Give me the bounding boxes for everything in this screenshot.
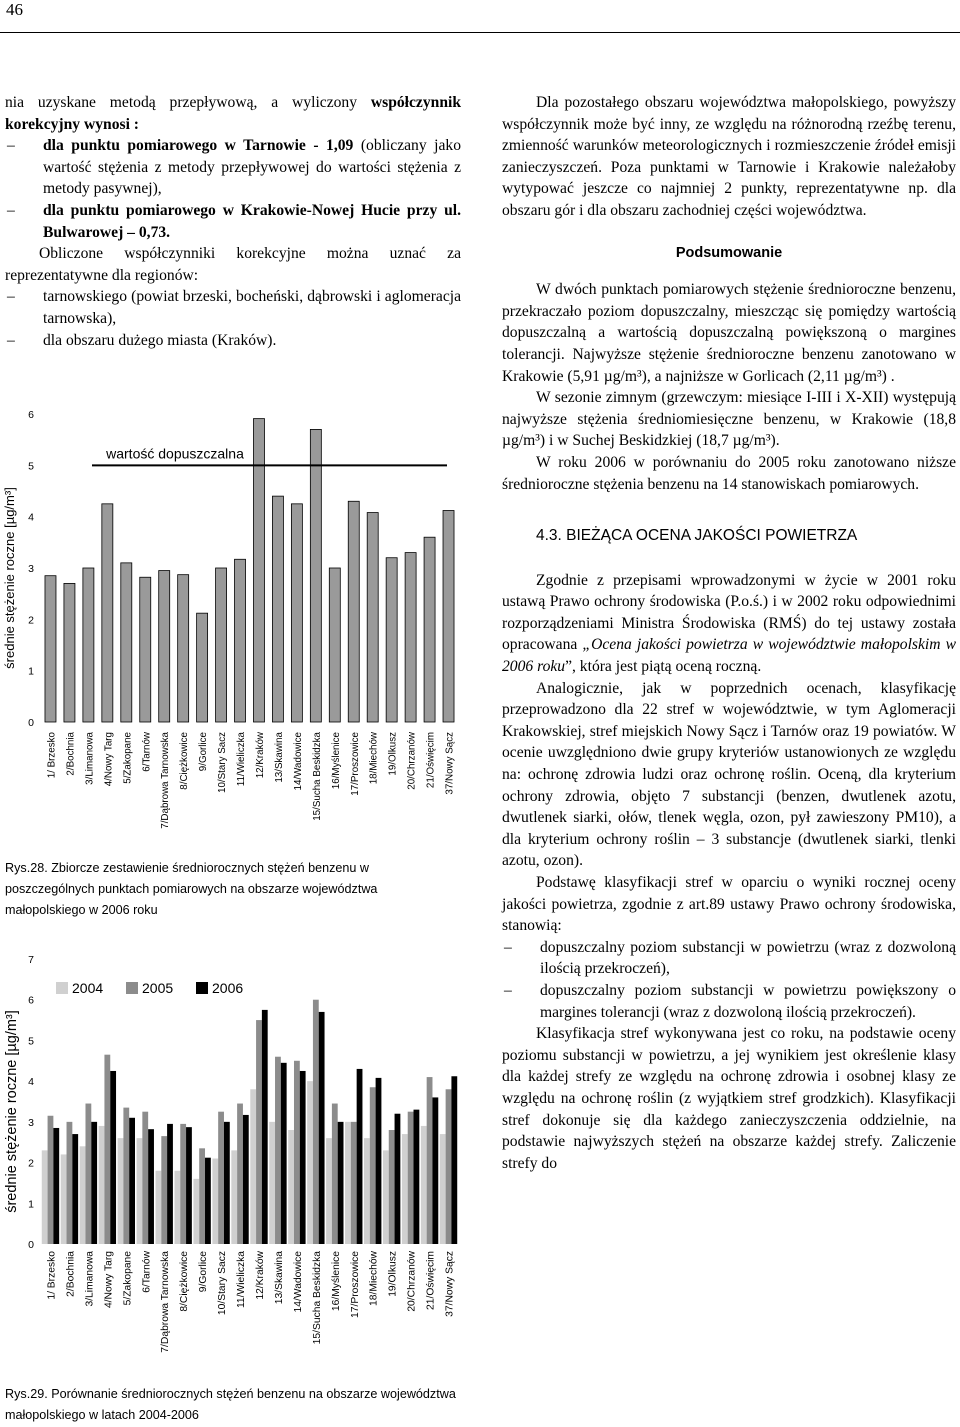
y-tick-label: 2 (28, 614, 34, 627)
x-tick-label: 4/Nowy Targ (103, 732, 115, 787)
y-axis-label: średnie stężenie roczne [µg/m³] (4, 1010, 20, 1213)
x-tick-label: 21/Oświęcim (425, 1251, 437, 1310)
x-tick-label: 6/Tarnów (141, 732, 153, 772)
x-tick-label: 3/Limanowa (84, 1251, 96, 1307)
paragraph: Podstawę klasyfikacji stref w oparciu o wyniki rocznej oceny jakości powietrza, zgodnie z art.89 ustawy Prawo ochrony środowiska, stanowią: (502, 874, 956, 935)
bar (235, 559, 246, 722)
x-tick-label: 1/ Brzesko (46, 1251, 58, 1300)
legend-label: 2005 (142, 980, 174, 996)
x-tick-label: 2/Bochnia (65, 1251, 77, 1297)
x-tick-label: 5/Zakopane (122, 1251, 134, 1306)
x-tick-label: 7/Dąbrowa Tarnowska (160, 1251, 172, 1353)
x-tick-label: 8/Ciężkowice (179, 1251, 191, 1312)
x-tick-label: 15/Sucha Beskidzka (311, 732, 323, 821)
x-tick-label: 37/Nowy Sącz (444, 1251, 456, 1317)
bar-2004 (42, 1150, 48, 1244)
paragraph: Zgodnie z przepisami wprowadzonymi w życie w 2001 roku ustawą Prawo ochrony środowiska (P.o.ś.) i w 2002 roku odpowiednimi rozporządzeniami Ministra Środowiska (RMŚ) do tej ustawy została opracowana „Ocena jakości powietrza w województwie małopolskim w 2006 roku”, która jest piątą oceną roczną. (502, 571, 956, 676)
bar-2006 (338, 1122, 344, 1244)
x-tick-label: 3/Limanowa (84, 732, 96, 785)
header-rule (0, 32, 960, 33)
bar-2006 (395, 1114, 401, 1244)
bar-2006 (414, 1110, 420, 1244)
bar-2005 (237, 1104, 243, 1244)
y-axis-label: średnie stężenie roczne [µg/m³] (2, 487, 17, 669)
bar-2004 (440, 1134, 446, 1244)
legend-swatch (126, 982, 138, 994)
bar-2005 (446, 1089, 452, 1244)
list-item: – dla punktu pomiarowego w Tarnowie - 1,09 (obliczany jako wartość stężenia z metody przepływowej do wartości stężenia z metody pasywnej), (5, 135, 461, 200)
bar-2005 (275, 1057, 281, 1244)
bar-2006 (91, 1122, 97, 1244)
bar-2005 (180, 1124, 186, 1244)
paragraph: Klasyfikacja stref wykonywana jest co roku, na podstawie oceny poziomu substancji w powietrzu, a jej wynikiem jest określenie klasy dla każdej strefy ze względu na ochronę zdrowia i osobnej klasy ze względu na ochronę roślin (z wyjątkiem stref grodzkich). Klasyfikacji stref dokonuje się dla każdego zanieczyszczenia oddzielnie, na podstawie najwyższych stężeń na obszarze każdej strefy. Zaliczenie strefy do (502, 1025, 956, 1172)
chart-benzene-2004-2006 (0, 945, 470, 1407)
section-heading: Podsumowanie (675, 244, 783, 261)
bar-2004 (402, 1134, 408, 1244)
legend-label: 2006 (212, 980, 244, 996)
bar-2006 (167, 1124, 173, 1244)
bar-2006 (148, 1129, 154, 1244)
bar (291, 504, 302, 722)
bar (45, 576, 56, 722)
bar-2005 (256, 1020, 262, 1244)
bar (443, 511, 454, 722)
x-tick-label: 17/Proszowice (349, 732, 361, 796)
bar-2006 (376, 1078, 382, 1244)
legend-swatch (56, 982, 68, 994)
x-tick-label: 13/Skawina (273, 1251, 285, 1305)
x-tick-label: 20/Chrzanów (406, 732, 418, 790)
bar-2005 (48, 1116, 54, 1244)
bar-2005 (408, 1112, 414, 1244)
x-tick-label: 12/Kraków (254, 732, 266, 779)
x-tick-label: 17/Proszowice (349, 1251, 361, 1318)
bar-2004 (250, 1089, 256, 1244)
x-tick-label: 6/Tarnów (141, 1251, 153, 1293)
bar-2004 (231, 1150, 237, 1244)
bar-2005 (351, 1122, 357, 1244)
y-tick-label: 5 (28, 1035, 34, 1048)
y-tick-label: 6 (28, 409, 34, 421)
bar-2004 (212, 1159, 218, 1245)
bar-2004 (61, 1154, 67, 1244)
bar-2005 (332, 1104, 338, 1244)
bar-2006 (357, 1069, 363, 1244)
y-tick-label: 3 (28, 1116, 34, 1129)
bar-2005 (123, 1108, 129, 1244)
bar-2004 (269, 1122, 275, 1244)
x-tick-label: 12/Kraków (254, 1251, 266, 1300)
list-item: – dla obszaru dużego miasta (Kraków). (5, 330, 461, 352)
bar-2004 (383, 1150, 389, 1244)
y-tick-label: 2 (28, 1157, 34, 1170)
bar-2004 (421, 1126, 427, 1244)
page-number: 46 (6, 0, 23, 19)
bar-2004 (118, 1138, 124, 1244)
bar-2004 (80, 1146, 86, 1244)
x-tick-label: 14/Wadowice (292, 1251, 304, 1313)
bar (329, 568, 340, 722)
bar-2004 (174, 1171, 180, 1244)
list-item: – dla punktu pomiarowego w Krakowie-Nowej Hucie przy ul. Bulwarowej – 0,73. (5, 200, 461, 243)
bar-2004 (364, 1138, 370, 1244)
bar-2005 (199, 1148, 205, 1244)
x-tick-label: 11/Wieliczka (236, 732, 248, 787)
x-tick-label: 9/Gorlice (198, 732, 210, 772)
bar (178, 575, 189, 722)
bar (272, 496, 283, 722)
paragraph: Dla pozostałego obszaru województwa małopolskiego, powyższy współczynnik może być inny, ze względu na różnorodną rzeźbę terenu, zmienność warunków meteorologicznych i rozmieszczenie źródeł emisji zanieczyszczeń. Poza punktami w Tarnowie i Krakowie należałoby wytypować jeszcze co najmniej 2 punkty, reprezentatywne np. dla obszaru gór i dla obszaru zachodniej części województwa. (502, 94, 956, 219)
bar-2006 (72, 1134, 78, 1244)
figure-caption-29: Rys.29. Porównanie średniorocznych stężeń benzenu na obszarze województwa małopolskiego w latach 2004-2006 (5, 1387, 456, 1422)
list-item: – tarnowskiego (powiat brzeski, bocheński, dąbrowski i aglomeracja tarnowska), (5, 286, 461, 329)
y-tick-label: 0 (28, 1239, 34, 1251)
bar-2005 (85, 1104, 91, 1244)
legend (46, 973, 266, 1003)
y-tick-label: 0 (28, 717, 34, 729)
bar (64, 583, 75, 722)
bar-2005 (104, 1055, 110, 1244)
bar-2005 (161, 1136, 167, 1244)
x-tick-label: 9/Gorlice (198, 1251, 210, 1293)
bar-2006 (451, 1076, 457, 1244)
bar-2006 (319, 1012, 325, 1244)
bar (310, 429, 321, 722)
bar (121, 563, 132, 722)
x-tick-label: 37/Nowy Sącz (444, 732, 456, 795)
bar-2006 (243, 1115, 249, 1244)
bar (348, 501, 359, 722)
y-tick-label: 5 (28, 460, 34, 473)
figure-caption-28: Rys.28. Zbiorcze zestawienie średniorocznych stężeń benzenu w poszczególnych punktach pomiarowych na obszarze województwa małopolskiego w 2006 roku (5, 861, 378, 917)
paragraph: nia uzyskane metodą przepływową, a wyliczony współczynnik korekcyjny wynosi : (5, 94, 461, 133)
list-item: – dopuszczalny poziom substancji w powietrzu powiększony o margines tolerancji (wraz z dozwoloną ilością przekroczeń). (502, 980, 956, 1023)
x-tick-label: 8/Ciężkowice (179, 732, 191, 790)
y-tick-label: 1 (28, 665, 34, 678)
legend-swatch (196, 982, 208, 994)
bar-2006 (262, 1010, 268, 1244)
bar-2004 (99, 1126, 105, 1244)
bar-2005 (218, 1112, 224, 1244)
bar-2005 (313, 1000, 319, 1244)
bar (140, 577, 151, 722)
x-tick-label: 14/Wadowice (292, 732, 304, 791)
x-tick-label: 18/Miechów (368, 732, 380, 785)
x-tick-label: 19/Olkusz (387, 732, 399, 776)
bar-2004 (326, 1138, 332, 1244)
bar (386, 558, 397, 722)
bar-2006 (205, 1158, 211, 1244)
bar (216, 568, 227, 722)
x-tick-label: 19/Olkusz (387, 1251, 399, 1297)
x-tick-label: 7/Dąbrowa Tarnowska (160, 732, 172, 829)
section-title: 4.3. BIEŻĄCA OCENA JAKOŚCI POWIETRZA (536, 527, 858, 545)
bar (83, 568, 94, 722)
x-tick-label: 16/Myślenice (330, 732, 342, 790)
left-column-text (5, 92, 461, 351)
x-tick-label: 1/ Brzesko (46, 732, 58, 779)
bar-2004 (137, 1138, 143, 1244)
bar-2005 (370, 1087, 376, 1244)
bar-2006 (186, 1127, 192, 1244)
x-tick-label: 18/Miechów (368, 1251, 380, 1306)
y-tick-label: 1 (28, 1198, 34, 1211)
paragraph: W dwóch punktach pomiarowych stężenie średnioroczne benzenu, przekraczało poziom dopuszczalny, mieszcząc się pomiędzy wartością dopuszczalną a wartością dopuszczalną powiększoną o margines tolerancji. Najwyższe stężenie średnioroczne benzenu zanotowano w Krakowie (5,91 µg/m³), a najniższe w Gorlicach (2,11 µg/m³) . (502, 281, 956, 385)
paragraph: W sezonie zimnym (grzewczym: miesiące I-III i X-XII) występują najwyższe stężenia średniomiesięczne benzenu, w Krakowie (18,8 µg/m³) i w Suchej Beskidzkiej (18,7 µg/m³). (502, 389, 956, 450)
list-item: – dopuszczalny poziom substancji w powietrzu (wraz z dozwoloną ilością przekroczeń), (502, 937, 956, 980)
x-tick-label: 5/Zakopane (122, 732, 134, 784)
bar (102, 504, 113, 722)
x-tick-label: 2/Bochnia (65, 732, 77, 776)
bar (197, 613, 208, 722)
y-tick-label: 6 (28, 994, 34, 1007)
y-tick-label: 7 (28, 954, 34, 966)
bar-2006 (224, 1122, 230, 1244)
bar-2006 (110, 1071, 116, 1244)
x-tick-label: 10/Stary Sacz (217, 732, 229, 793)
bar-2004 (288, 1130, 294, 1244)
bar-2004 (156, 1171, 162, 1244)
bar-2004 (193, 1179, 199, 1244)
bar (405, 553, 416, 722)
bar-2005 (427, 1077, 433, 1244)
bar-2005 (389, 1130, 395, 1244)
y-tick-label: 3 (28, 563, 34, 575)
bar-2004 (345, 1122, 351, 1244)
x-tick-label: 11/Wieliczka (236, 1251, 248, 1309)
paragraph: Analogicznie, jak w poprzednich ocenach, klasyfikację przeprowadzono dla 22 stref w województwie, w tym Aglomeracji Krakowskiej, stref miejskich Nowy Sącz i Tarnów oraz 19 powiatów. W ocenie uwzględniono dwie grupy kryteriów ustanowionych ze względu na: ochronę zdrowia ludzi oraz ochronę roślin. Oceną, dla kryterium ochrony zdrowia, objęto 7 substancji (benzen, dwutlenek azotu, dwutlenek siarki, ołów, tlenek węgla, ozon, pył zawieszony PM10), a dla kryterium ochrony roślin – 3 substancje (dwutlenek siarki, tlenki azotu, ozon). (502, 679, 956, 870)
bar-2006 (432, 1097, 438, 1244)
bar (424, 537, 435, 722)
bar-2005 (142, 1112, 148, 1244)
bar-2006 (53, 1128, 59, 1244)
x-tick-label: 15/Sucha Beskidzka (311, 1251, 323, 1345)
y-tick-label: 4 (28, 1076, 34, 1089)
legend-label: 2004 (72, 980, 104, 996)
bar-2006 (281, 1063, 287, 1244)
x-tick-label: 4/Nowy Targ (103, 1251, 115, 1309)
paragraph: Obliczone współczynniki korekcyjne można uznać za reprezentatywne dla regionów: (5, 245, 461, 284)
bar-2005 (294, 1061, 300, 1244)
x-tick-label: 13/Skawina (273, 732, 285, 783)
chart-benzene-2006 (0, 398, 470, 838)
bar-2004 (307, 1081, 313, 1244)
x-tick-label: 20/Chrzanów (406, 1251, 418, 1312)
paragraph: W roku 2006 w porównaniu do 2005 roku zanotowano niższe średnioroczne stężenia benzenu na 14 stanowiskach pomiarowych. (502, 453, 956, 493)
bar (367, 513, 378, 722)
right-column-text (502, 92, 956, 1174)
reference-line-label: wartość dopuszczalna (106, 445, 244, 462)
x-tick-label: 16/Myślenice (330, 1251, 342, 1312)
bar-2006 (129, 1118, 135, 1244)
y-tick-label: 4 (28, 511, 34, 524)
bar-2006 (300, 1071, 306, 1244)
x-tick-label: 10/Stary Sacz (217, 1251, 229, 1316)
bar (253, 419, 264, 722)
x-tick-label: 21/Oświęcim (425, 732, 437, 789)
bar-2005 (67, 1122, 73, 1244)
bar (159, 571, 170, 722)
